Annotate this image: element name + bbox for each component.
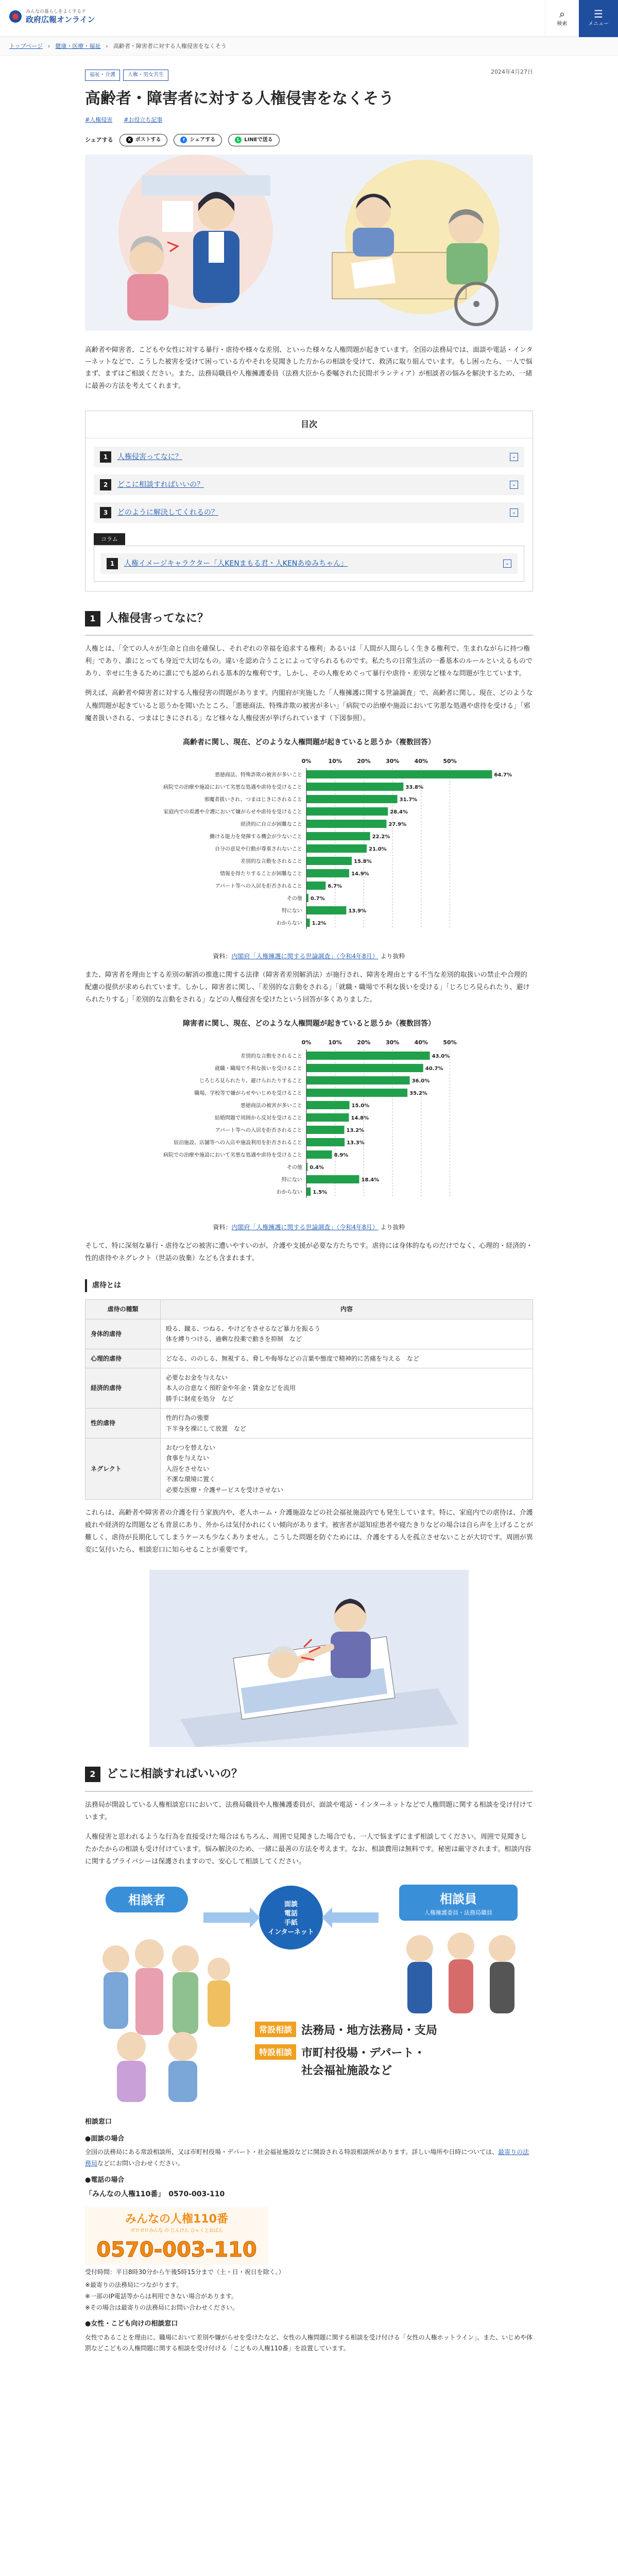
chart-value-label: 33.8%: [405, 785, 424, 791]
toc-item-link[interactable]: 人権侵害ってなに？: [117, 452, 182, 461]
table-of-contents: [85, 411, 533, 591]
special-consult-line2: 社会福祉施設など: [301, 2064, 392, 2077]
banner-title: みんなの人権110番: [125, 2212, 228, 2226]
chart-source: 資料：内閣府「人権擁護に関する世論調査」（令和4年8月） より抜粋: [213, 952, 405, 960]
chart-bar: [306, 832, 370, 840]
chart-source-link[interactable]: 内閣府「人権擁護に関する世論調査」（令和4年8月）: [231, 1224, 379, 1231]
in-person-text-body: 全国の法務局にある常設相談所、又は市町村役場・デパート・社会福祉施設などに開設される特設相談所があります。詳しい場所や日時については、: [85, 2148, 499, 2156]
chart-source-link[interactable]: 内閣府「人権擁護に関する世論調査」（令和4年8月）: [231, 952, 379, 960]
chart-value-label: 13.3%: [347, 1140, 365, 1146]
table-row: [85, 1349, 533, 1368]
tag-link[interactable]: #人権侵害: [85, 116, 113, 123]
table-cell-desc: 殴る、蹴る、つねる、やけどをさせるなど暴力を振るう 体を縛りつける、過剰な投薬で動きを抑制 など: [161, 1319, 533, 1349]
chart-tick-label: 30%: [385, 758, 400, 765]
chart-category-label: じろじろ見られたり、避けられたりすること: [199, 1078, 302, 1084]
chart-category-label: 悪徳商法の被害が多いこと: [241, 1103, 302, 1109]
chart-category-label: 特にない: [282, 1177, 302, 1183]
chart-category-label: 情報を得たりすることが困難なこと: [220, 871, 302, 877]
chart-value-label: 6.7%: [328, 884, 342, 890]
chart-bar: [306, 820, 386, 828]
chart-value-label: 14.9%: [351, 871, 369, 877]
menu-label: メニュー: [588, 21, 609, 27]
chart-value-label: 27.9%: [388, 822, 407, 828]
disability-chart-svg: [85, 1034, 533, 1214]
chart-category-label: 家庭内での看護や介護において嫌がらせや虐待を受けること: [163, 809, 302, 816]
breadcrumb-current: 高齢者・障害者に対する人権侵害をなくそう: [113, 42, 227, 49]
chart-tick-label: 20%: [357, 758, 371, 765]
chart-category-label: 就職・職場で不利な扱いを受けること: [215, 1066, 302, 1072]
chart-tick-label: 0%: [301, 1039, 312, 1046]
logo-subtitle: みんなの暮らしをよくするテ: [26, 9, 87, 14]
abuse-table: [85, 1299, 533, 1500]
chart-value-label: 13.9%: [348, 908, 367, 914]
share-facebook-button[interactable]: [174, 134, 222, 146]
table-cell-desc: おむつを替えない 食事を与えない 入浴をさせない 不潔な環境に置く 必要な医療・介護サービスを受けさせない: [161, 1438, 533, 1499]
chart-bar: [306, 1175, 359, 1183]
chart-bar: [306, 795, 398, 803]
table-cell-kind: 経済的虐待: [85, 1368, 161, 1409]
chart-category-label: 邪魔者扱いされ、つまはじきにされること: [204, 797, 302, 803]
chart-value-label: 64.7%: [494, 772, 512, 778]
breadcrumb: [0, 37, 618, 56]
chart-tick-label: 10%: [328, 758, 342, 765]
hotline-number: 0570-003-110: [168, 2190, 225, 2199]
disability-chart: [85, 1034, 533, 1219]
chart-category-label: 職場、学校等で嫌がらせやいじめを受けること: [194, 1091, 302, 1097]
chart-value-label: 18.4%: [361, 1177, 380, 1183]
chart-value-label: 15.0%: [351, 1103, 370, 1109]
chart-bar: [306, 1126, 345, 1134]
table-header-row: [85, 1299, 533, 1319]
hamburger-icon: ☰: [594, 8, 603, 20]
chart-bar: [306, 1113, 349, 1122]
chart-category-label: わからない: [277, 921, 302, 927]
staff-people: [406, 1933, 516, 2013]
chart-category-label: 差別的な言動をされること: [241, 1054, 302, 1060]
chart-bar: [306, 882, 325, 890]
table-row: [85, 1319, 533, 1349]
share-line-label: LINEで送る: [244, 137, 273, 143]
chart-value-label: 8.9%: [334, 1153, 349, 1159]
line-logo-icon: L: [235, 137, 242, 143]
toc-column-item[interactable]: [100, 553, 518, 574]
chart-source-suffix: より抜粋: [380, 952, 405, 960]
toc-item-link[interactable]: 人権イメージキャラクター「人KENまもる君・人KENあゆみちゃん」: [124, 559, 348, 568]
chart-value-label: 0.7%: [310, 896, 325, 902]
chart-value-label: 13.2%: [346, 1128, 365, 1134]
search-icon: ⌕: [559, 8, 565, 20]
chart-category-label: その他: [287, 896, 302, 902]
hero-illustration-svg: [85, 155, 533, 331]
site-logo[interactable]: [9, 9, 95, 24]
chart-bar: [306, 770, 492, 778]
consultation-illustration: [85, 1882, 533, 2108]
tag-link[interactable]: #お役立ち記事: [124, 116, 163, 123]
chart-category-label: 悪徳商法、特殊詐欺の被害が多いこと: [215, 772, 302, 778]
chart-category-label: その他: [287, 1165, 302, 1171]
chevron-down-icon: ⌄: [503, 560, 511, 568]
hotline-hours: 受付時間：平日8時30分から午後5時15分まで（土・日・祝日を除く。）: [85, 2268, 285, 2276]
table-cell-kind: 性的虐待: [85, 1409, 161, 1438]
chart-source-suffix: より抜粋: [380, 1224, 405, 1231]
chart-bar: [306, 1138, 345, 1146]
toc-item-number: 1: [100, 451, 111, 463]
chart-bar: [306, 1089, 407, 1097]
category-badge[interactable]: 福祉・介護: [85, 70, 120, 81]
nearest-bureau-link[interactable]: 最寄りの法務局: [85, 2148, 529, 2167]
chart-tick-label: 10%: [328, 1039, 342, 1046]
chart-tick-label: 0%: [301, 758, 312, 765]
share-bar: [85, 134, 533, 146]
chart-category-label: 自分の意見や行動が尊重されないこと: [215, 846, 302, 853]
category-list: [85, 70, 533, 81]
chart-value-label: 28.4%: [390, 809, 408, 816]
chart-category-label: アパート等への入居を拒否されること: [215, 1128, 302, 1134]
section-number: 1: [85, 611, 100, 626]
logo-icon: [9, 10, 22, 23]
chart-bar: [306, 894, 308, 902]
toc-item[interactable]: [94, 474, 524, 495]
body-paragraph: これらは、高齢者や障害者の介護を行う家族内や、老人ホーム・介護施設などの社会福祉施設内でも発生しています。特に、家庭内での虐待は、介護疲れや経済的な問題なども背景にあり、外からは気付かれにくい傾向があります。被害者が認知症患者や寝たきりなどの場合は自ら声を上げることが難しく、虐待が長期化してしまうケースも少なくありません。こうした問題を防ぐためには、介護をする人を孤立させないことが大切です。周囲が異変に気付いたら、相談窓口に知らせることが重要です。: [85, 1509, 533, 1554]
chart-value-label: 36.0%: [411, 1078, 430, 1084]
chevron-down-icon: ⌄: [510, 453, 518, 461]
staff-label: 相談員: [440, 1891, 477, 1906]
toc-item[interactable]: [94, 447, 524, 467]
chart-title: 高齢者に関し、現在、どのような人権問題が起きていると思うか（複数回答）: [183, 738, 435, 747]
chart-category-label: 経済的に自立が困難なこと: [241, 822, 302, 828]
chart-bar: [306, 1101, 350, 1109]
banner-number: 0570-003-110: [96, 2238, 257, 2262]
special-consult-line1: 市町村役場・デパート・: [301, 2046, 425, 2060]
table-cell-kind: ネグレクト: [85, 1438, 161, 1499]
in-person-title: ●面談の場合: [85, 2134, 125, 2143]
elderly-chart: [85, 753, 533, 948]
toc-column-label: コラム: [94, 533, 125, 545]
chart-category-label: 働ける能力を発揮する機会が少ないこと: [210, 834, 302, 840]
table-row: [85, 1409, 533, 1438]
body-paragraph: 例えば、高齢者や障害者に対する人権侵害の問題があります。内閣府が実施した「人権擁護に関する世論調査」で、高齢者に関し、現在、どのような人権問題が起きていると思うかを聞いたところ、「悪徳商法、特殊詐欺の被害が多い」「病院での治療や施設において劣悪な処遇や虐待を受ける」「邪魔者扱いされる、つまはじきにされる」など様々な人権侵害が挙げられています（下図参照）。: [85, 689, 533, 722]
consult-window-title: 相談窓口: [85, 2117, 112, 2126]
body-paragraph: 人権とは、「全ての人々が生命と自由を確保し、それぞれの幸福を追求する権利」あるいは「人間が人間らしく生きる権利で、生まれながらに持つ権利」であり、誰にとっても身近で大切なもの。違いを認め合うことによって守られるものです。私たちの日常生活の一番基本のルールといえるものであり、幸せに生きるために誰にでも認められる基本的な権利です。しかし、その人権をめぐって暴行や虐待・差別など様々な問題が生じています。: [85, 645, 533, 678]
chart-tick-label: 40%: [414, 758, 428, 765]
chart-category-label: わからない: [277, 1190, 302, 1196]
section-heading-text: 人権侵害ってなに？: [107, 612, 209, 625]
chart-value-label: 14.8%: [351, 1115, 369, 1122]
chevron-down-icon: ⌄: [510, 509, 518, 517]
chart-bar: [306, 1150, 332, 1159]
abuse-illustration: [149, 1570, 469, 1747]
chart-bar: [306, 869, 349, 877]
regular-consult-text: 法務局・地方法務局・支局: [301, 2024, 438, 2037]
toc-heading: 目次: [85, 411, 533, 438]
chart-bar: [306, 844, 367, 853]
chart-tick-label: 20%: [357, 1039, 371, 1046]
abuse-illustration-svg: [149, 1570, 469, 1747]
chart-value-label: 43.0%: [432, 1054, 450, 1060]
article: [85, 67, 533, 2354]
in-person-text-suffix: などにお問い合わせください。: [97, 2159, 184, 2167]
category-badge[interactable]: 人権・男女共生: [123, 70, 168, 81]
chart-category-label: アパート等への入居を拒否されること: [215, 884, 302, 890]
chart-bar: [306, 1076, 410, 1084]
chart-title: 障害者に関し、現在、どのような人権問題が起きていると思うか（複数回答）: [183, 1019, 435, 1028]
chart-tick-label: 50%: [443, 758, 457, 765]
chart-bar: [306, 1052, 430, 1060]
chart-bar: [306, 1188, 311, 1196]
chart-bar: [306, 919, 310, 927]
chart-value-label: 1.2%: [312, 921, 327, 927]
search-label: 検索: [557, 21, 568, 27]
consulter-label: 相談者: [128, 1892, 165, 1907]
chart-category-label: 特にない: [282, 908, 302, 914]
child-women-title: ●女性・こども向けの相談窓口: [85, 2320, 178, 2328]
toc-column-box: [94, 546, 524, 582]
search-button[interactable]: [545, 0, 579, 37]
share-x-button[interactable]: [119, 134, 168, 146]
breadcrumb-sep-icon: ›: [106, 42, 108, 49]
chart-category-label: 病院での治療や施設において劣悪な処遇や虐待を受けること: [163, 785, 302, 791]
lead-paragraph: 高齢者や障害者、こどもや女性に対する暴行・虐待や様々な差別、といった様々な人権問題が起きています。全国の法務局では、面談や電話・インターネットなどで、こうした被害を受けて困っている方やそれを見聞きした方からの相談を受けて、救済に取り組んでいます。もし困ったら、一人で悩まず、まずはご相談ください。また、法務局職員や人権擁護委員（法務大臣から委嘱された民間ボランティア）が相談者の悩みを解決するため、一緒に最善の方法を考えてくれます。: [85, 346, 533, 390]
channel-letter: 手紙: [284, 1919, 298, 1927]
share-x-label: ポストする: [135, 137, 161, 143]
toc-item-number: 3: [100, 507, 111, 518]
channel-meeting: 面談: [284, 1900, 298, 1908]
logo-title: 政府広報オンライン: [26, 14, 95, 24]
tag-list: [85, 115, 533, 125]
chart-value-label: 21.0%: [369, 846, 387, 853]
special-consult-tag: 特設相談: [259, 2047, 293, 2057]
chart-value-label: 31.7%: [399, 797, 418, 803]
body-paragraph: また、障害者を理由とする差別の解消の推進に関する法律（障害者差別解消法）が施行され、障害を理由とする不当な差別的取扱いの禁止や合理的配慮の提供が求められています。しかし、障害者に関し、「差別的な言動をされる」「就職・職場で不利な扱いを受ける」「じろじろ見られたり、避けられたりする」「差別的な言動をされる」などの人権侵害を受けたという回答が多くありました。: [85, 971, 530, 1004]
body-paragraph: 人権侵害と思われるような行為を直接受けた場合はもちろん、周囲で見聞きした場合でも、一人で悩まずにまず相談してください。周囲で見聞きしたかたからの相談も受け付けています。悩み解決のため、一緒に最善の方法を考えます。なお、相談費用は無料です。秘密は厳守されます。相談内容に関するプライバシーは保護されますので、安心して相談してください。: [85, 1833, 531, 1866]
child-women-text: 女性であることを理由に、職場において差別や嫌がらせを受けたなど、女性の人権問題に関する相談を受け付ける「女性の人権ホットライン」、また、いじめや体罰などこどもの人権問題に関する相談を受け付ける「こどもの人権110番」を設置しています。: [85, 2333, 533, 2352]
toc-item-number: 1: [107, 558, 118, 569]
chart-category-label: 病院での治療や施設において劣悪な処遇や虐待を受けること: [163, 1153, 302, 1159]
toc-item-link[interactable]: どのように解決してくれるの？: [117, 508, 218, 517]
table-row: [85, 1438, 533, 1499]
hero-illustration: [85, 155, 533, 331]
abuse-table-title: 虐待とは: [85, 1279, 533, 1292]
channel-phone: 電話: [284, 1909, 298, 1918]
in-person-text: [85, 2147, 533, 2169]
hotline-name: 「みんなの人権110番」: [85, 2190, 162, 2199]
chart-bar: [306, 1064, 423, 1072]
section-heading-text: どこに相談すればいいの？: [107, 1768, 243, 1781]
phone-title: ●電話の場合: [85, 2176, 125, 2184]
chart-category-label: 宿泊施設、店舗等への入店や施設利用を拒否されること: [174, 1140, 302, 1146]
toc-item[interactable]: [94, 502, 524, 523]
breadcrumb-sep-icon: ›: [48, 42, 50, 49]
site-header: [0, 0, 618, 37]
section-heading: [85, 609, 533, 636]
chart-bar: [306, 807, 388, 816]
hotline-banner: [85, 2207, 268, 2265]
chart-source: 資料：内閣府「人権擁護に関する世論調査」（令和4年8月） より抜粋: [213, 1224, 405, 1231]
section-heading: [85, 1765, 533, 1792]
toc-item-link[interactable]: どこに相談すればいいの？: [117, 480, 204, 489]
facebook-logo-icon: f: [180, 137, 187, 143]
hotline-line: [85, 2188, 533, 2201]
consultation-illustration-svg: [85, 1882, 533, 2108]
chart-value-label: 15.8%: [354, 859, 372, 865]
x-logo-icon: X: [126, 137, 133, 143]
breadcrumb-home[interactable]: トップページ: [9, 42, 43, 49]
chart-tick-label: 40%: [414, 1039, 428, 1046]
table-cell-desc: 性的行為の強要 下半身を裸にして放置 など: [161, 1409, 533, 1438]
chart-category-label: 差別的な言動をされること: [241, 859, 302, 865]
body-paragraph: そして、特に深刻な暴行・虐待などの被害に遭いやすいのが、介護や支援が必要な方たちです。虐待には身体的なものだけでなく、心理的・経済的・性的虐待やネグレクト（世話の放棄）なども含まれます。: [85, 1242, 533, 1263]
toc-item-number: 2: [100, 479, 111, 490]
chart-bar: [306, 857, 352, 865]
chart-value-label: 35.2%: [409, 1091, 427, 1097]
banner-reading: ゼロゼロみんな の じんけん ひゃくとおばん: [130, 2228, 223, 2233]
share-line-button[interactable]: [228, 134, 279, 146]
chart-value-label: 40.7%: [425, 1066, 443, 1072]
article-date: 2024年4月27日: [491, 69, 533, 75]
chart-category-label: 結婚問題で周囲から反対を受けること: [215, 1115, 302, 1122]
channel-internet: インターネット: [268, 1928, 314, 1936]
chart-bar: [306, 906, 346, 914]
chart-value-label: 1.5%: [313, 1190, 328, 1196]
chevron-down-icon: ⌄: [510, 481, 518, 489]
table-cell-kind: 身体的虐待: [85, 1319, 161, 1349]
table-cell-kind: 心理的虐待: [85, 1349, 161, 1368]
hotline-notes: ※最寄りの法務局につながります。 ※一部のIP電話等からは利用できない場合があります。 ※その場合は最寄りの法務局にお問い合わせください。: [85, 2281, 239, 2311]
table-row: [85, 1368, 533, 1409]
body-paragraph: 法務局が開設している人権相談窓口において、法務局職員や人権擁護委員が、面談や電話・インターネットなどで人権問題に関する相談を受け付けています。: [85, 1801, 533, 1821]
table-header: 内容: [161, 1299, 533, 1319]
chart-value-label: 22.2%: [372, 834, 390, 840]
chart-bar: [306, 783, 403, 791]
share-facebook-label: シェアする: [190, 137, 216, 143]
page-title: 高齢者・障害者に対する人権侵害をなくそう: [85, 89, 394, 108]
breadcrumb-category[interactable]: 健康・医療・福祉: [55, 42, 101, 49]
table-cell-desc: どなる、ののしる、無視する、脅しや侮辱などの言葉や態度で精神的に苦痛を与える など: [161, 1349, 533, 1368]
chart-tick-label: 30%: [385, 1039, 400, 1046]
elderly-chart-svg: [85, 753, 533, 943]
chart-value-label: 0.4%: [310, 1165, 324, 1171]
share-label: シェアする: [85, 137, 113, 144]
menu-button[interactable]: [579, 0, 618, 37]
regular-consult-tag: 常設相談: [259, 2024, 293, 2035]
section-number: 2: [85, 1767, 100, 1782]
staff-sub-label: 人権擁護委員・法務局職員: [424, 1909, 492, 1916]
chart-tick-label: 50%: [443, 1039, 457, 1046]
table-header: 虐待の種類: [85, 1299, 161, 1319]
table-cell-desc: 必要なお金を与えない 本人の合意なく預貯金や年金・賃金などを流用 勝手に財産を処分 など: [161, 1368, 533, 1409]
hotline-banner-svg: [85, 2207, 268, 2265]
